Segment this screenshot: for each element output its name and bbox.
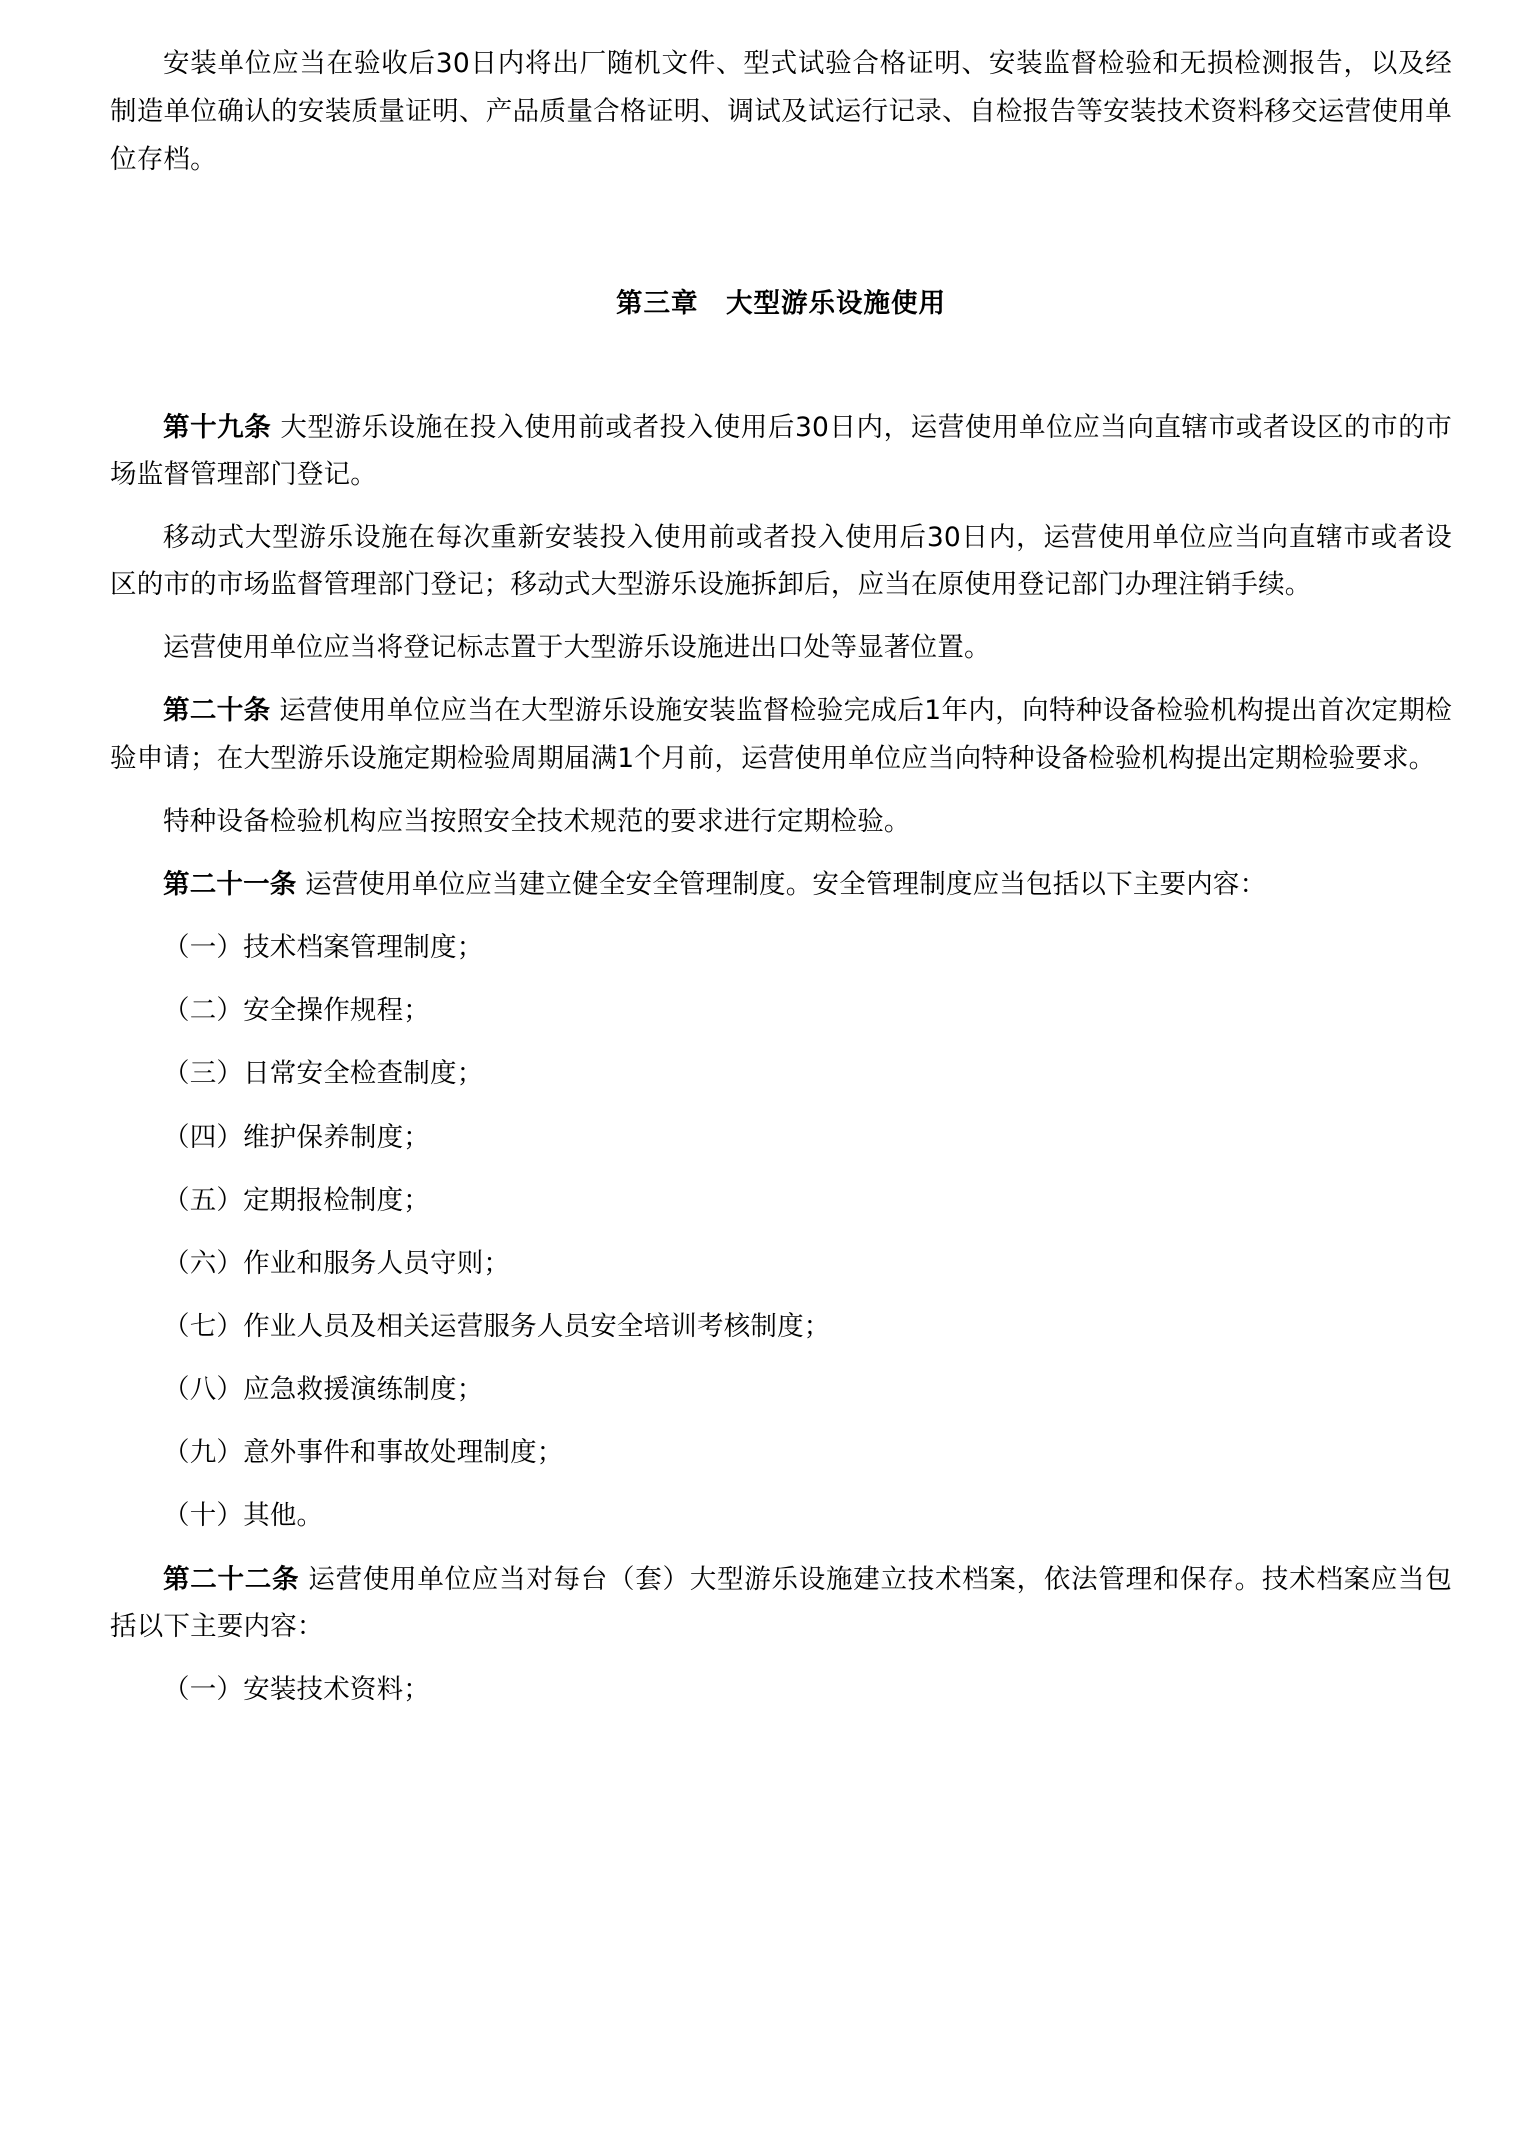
list-item: （一）技术档案管理制度； — [163, 932, 484, 964]
chapter-title: 第三章 大型游乐设施使用 — [616, 287, 946, 319]
list-item: （八）应急救援演练制度； — [163, 1374, 484, 1406]
list-item: （四）维护保养制度； — [163, 1121, 430, 1153]
article-21 — [110, 861, 1452, 908]
article-22-label: 第二十二条 — [163, 1563, 300, 1595]
article-20 — [110, 687, 1452, 781]
list-item: （三）日常安全检查制度； — [163, 1058, 484, 1090]
article-20-para-2: 特种设备检验机构应当按照安全技术规范的要求进行定期检验。 — [163, 805, 911, 837]
article-20-label: 第二十条 — [163, 695, 271, 727]
list-item: （二）安全操作规程； — [163, 995, 430, 1027]
intro-paragraph: 安装单位应当在验收后30日内将出厂随机文件、型式试验合格证明、安装监督检验和无损检测报告，以及经制造单位确认的安装质量证明、产品质量合格证明、调试及试运行记录、自检报告等安装技术资料移交运营使用单位存档。 — [110, 48, 1452, 176]
list-item: （七）作业人员及相关运营服务人员安全培训考核制度； — [163, 1311, 831, 1342]
article-20-text: 运营使用单位应当在大型游乐设施安装监督检验完成后1年内，向特种设备检验机构提出首次定期检验申请；在大型游乐设施定期检验周期届满1个月前，运营使用单位应当向特种设备检验机构提出定期检验要求。 — [110, 695, 1452, 774]
list-item: （十）其他。 — [163, 1500, 324, 1532]
article-21-text: 运营使用单位应当建立健全安全管理制度。安全管理制度应当包括以下主要内容： — [296, 868, 1267, 900]
article-19-para-3: 运营使用单位应当将登记标志置于大型游乐设施进出口处等显著位置。 — [163, 632, 991, 664]
article-22-text: 运营使用单位应当对每台（套）大型游乐设施建立技术档案，依法管理和保存。技术档案应当包括以下主要内容： — [110, 1563, 1453, 1642]
article-19-para-2: 移动式大型游乐设施在每次重新安装投入使用前或者投入使用后30日内，运营使用单位应当向直辖市或者设区的市的市场监督管理部门登记；移动式大型游乐设施拆卸后，应当在原使用登记部门办理注销手续。 — [110, 521, 1452, 601]
article-21-label: 第二十一条 — [163, 868, 297, 900]
article-22 — [110, 1556, 1452, 1650]
article-19 — [110, 404, 1452, 498]
list-item: （一）安装技术资料； — [163, 1673, 430, 1705]
list-item: （五）定期报检制度； — [163, 1184, 430, 1216]
list-item: （六）作业和服务人员守则； — [163, 1247, 511, 1279]
list-item: （九）意外事件和事故处理制度； — [163, 1437, 564, 1469]
article-19-label: 第十九条 — [163, 411, 272, 443]
article-19-text: 大型游乐设施在投入使用前或者投入使用后30日内，运营使用单位应当向直辖市或者设区的市的市场监督管理部门登记。 — [110, 411, 1452, 490]
